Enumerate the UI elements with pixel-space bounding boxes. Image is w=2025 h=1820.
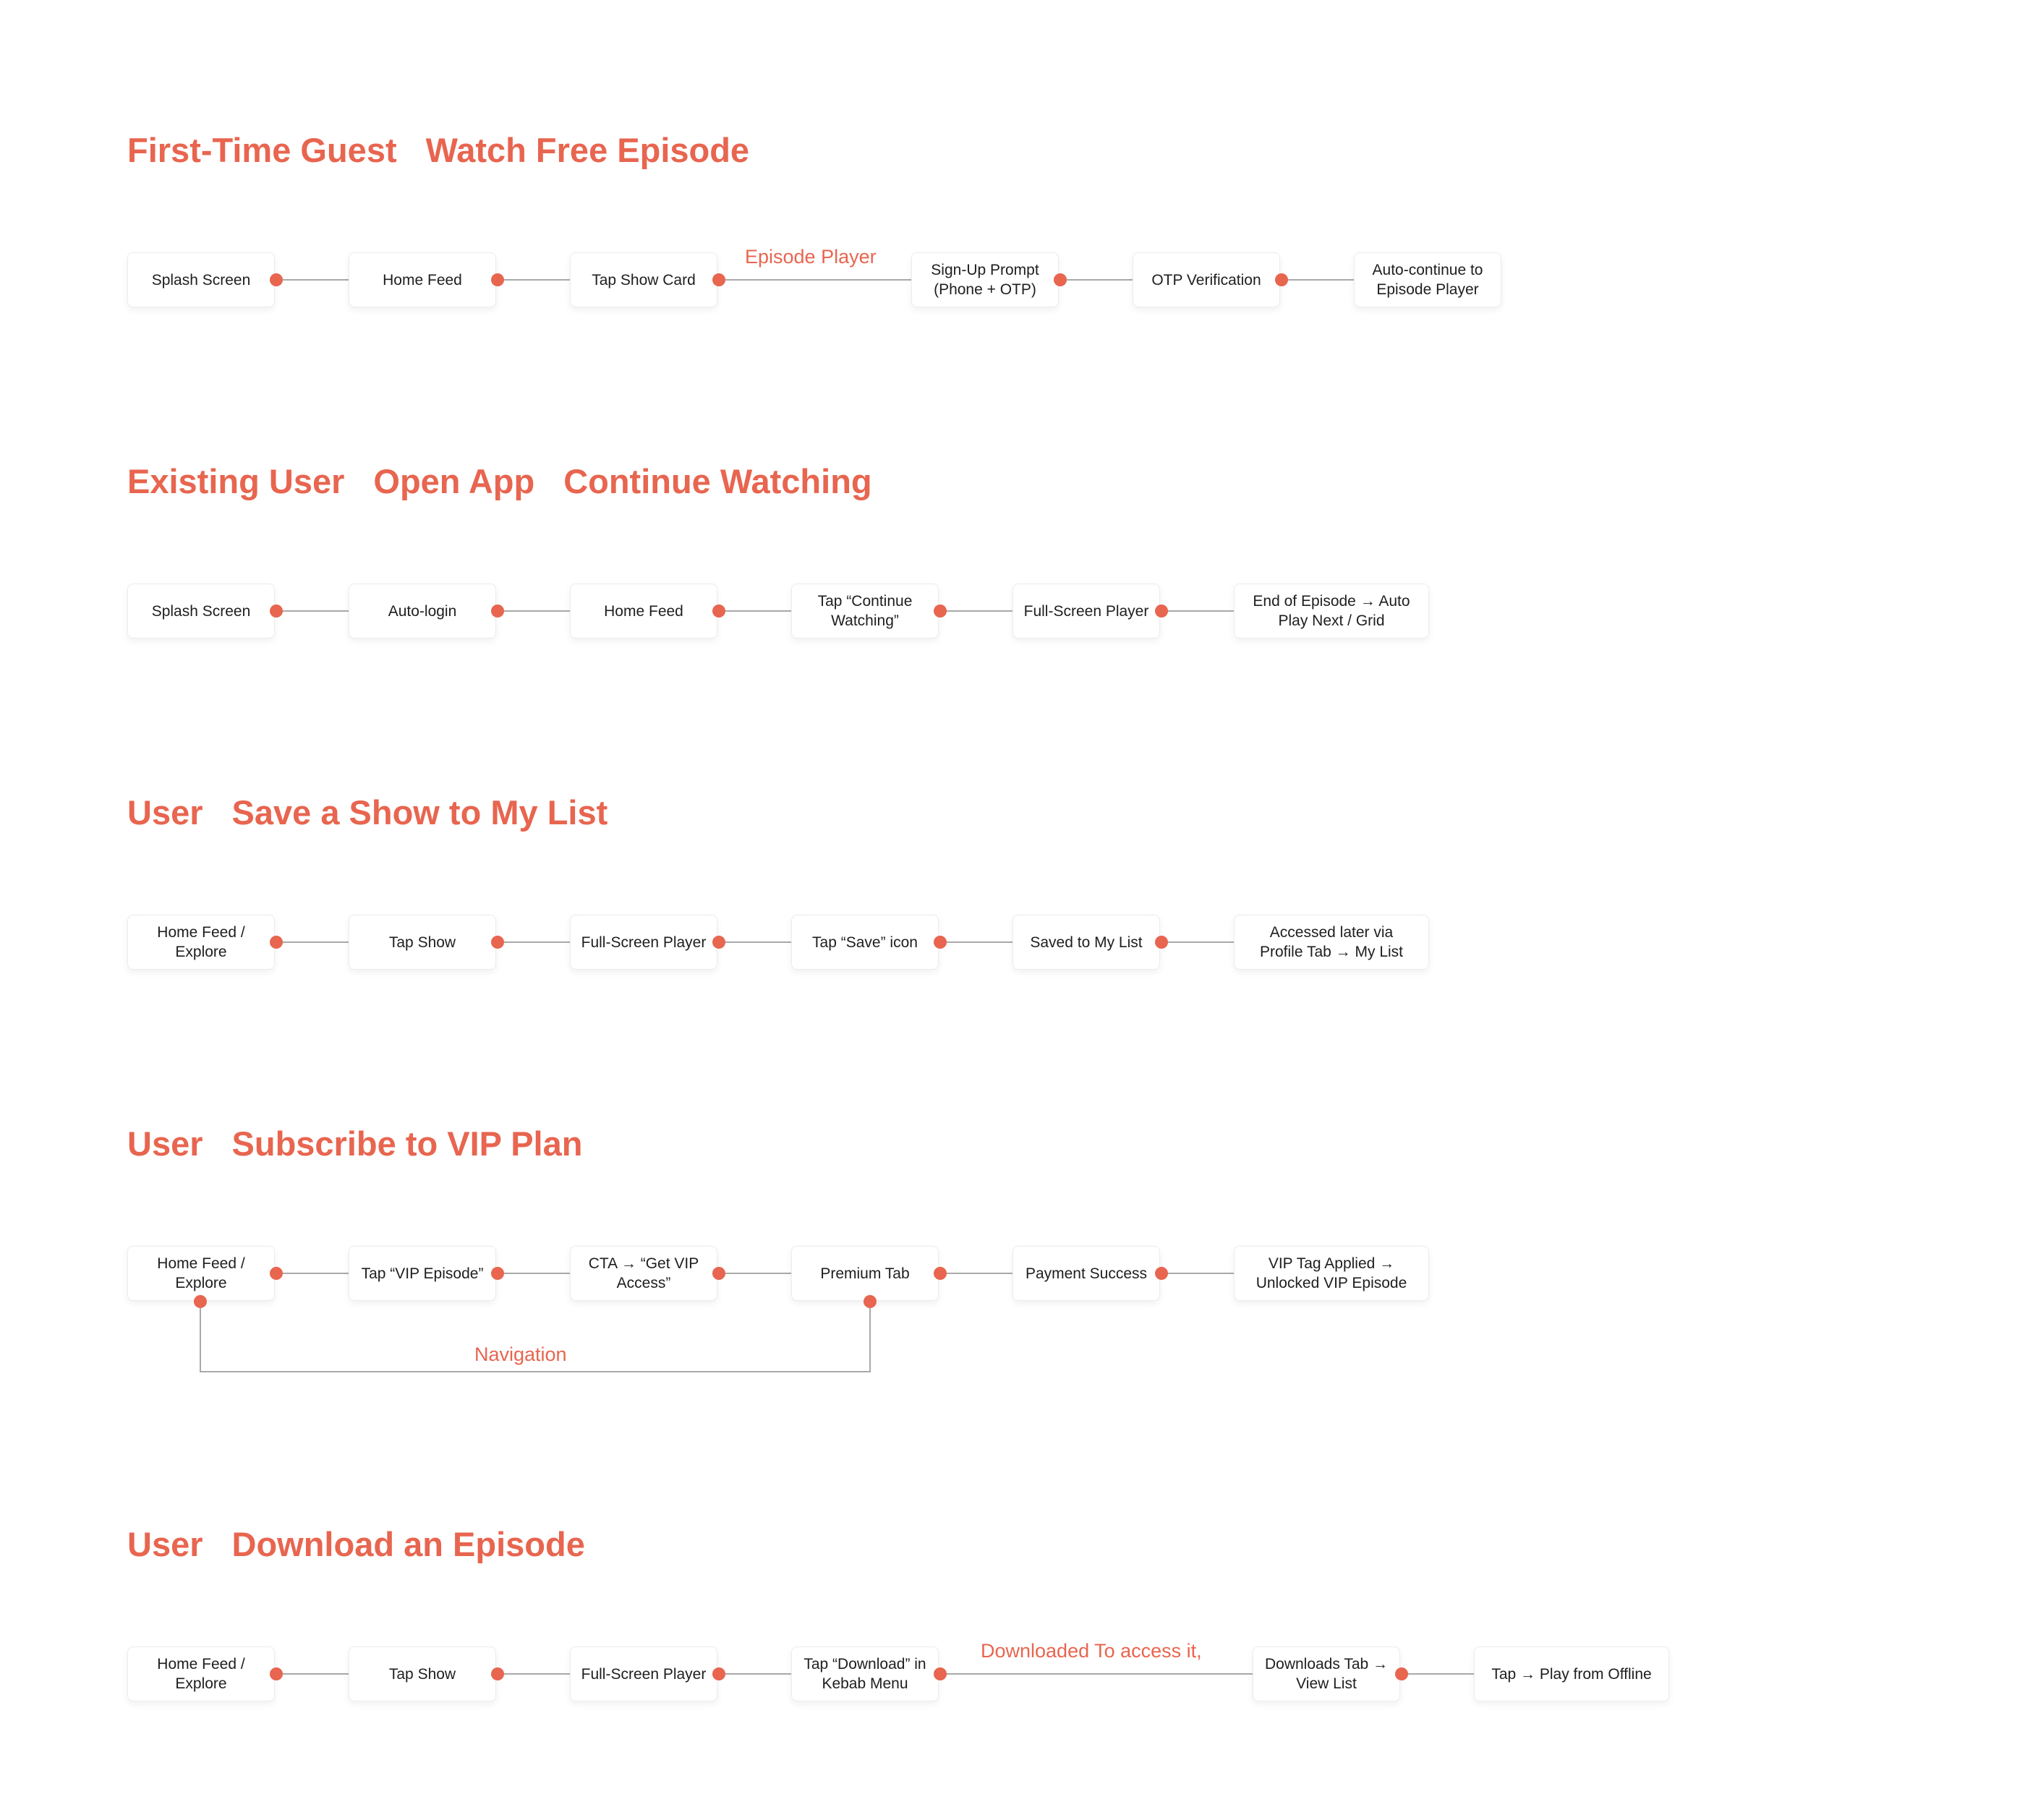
- flow-title-part: First-Time Guest: [127, 131, 397, 169]
- flow-node[interactable]: Full-Screen Player: [570, 1646, 717, 1701]
- flow-title: [127, 130, 778, 170]
- connector: [496, 941, 570, 943]
- flow-title-part: Download an Episode: [231, 1525, 585, 1563]
- connector: [275, 941, 349, 943]
- flow-node[interactable]: Sign-Up Prompt (Phone + OTP): [911, 252, 1059, 307]
- connector-dot: [712, 1267, 725, 1280]
- connector-dot: [934, 1267, 947, 1280]
- connector: [717, 941, 791, 943]
- flow-title: [127, 792, 636, 832]
- flow-node[interactable]: Auto-continue to Episode Player: [1354, 252, 1501, 307]
- connector-dot: [491, 1267, 504, 1280]
- flow-node[interactable]: Tap Show: [349, 1646, 496, 1701]
- flow-node[interactable]: Splash Screen: [127, 584, 275, 638]
- connector-dot: [194, 1295, 207, 1308]
- flow-title-part: Open App: [373, 462, 535, 500]
- connector: [1280, 279, 1354, 281]
- flow-node[interactable]: Tap “Download” in Kebab Menu: [791, 1646, 939, 1701]
- loop-line: [200, 1371, 871, 1372]
- connector-dot: [491, 936, 504, 949]
- flow-node[interactable]: Home Feed / Explore: [127, 1246, 275, 1301]
- connector: [275, 1673, 349, 1675]
- flow-node[interactable]: VIP Tag Applied → Unlocked VIP Episode: [1234, 1246, 1429, 1301]
- connector: [939, 1673, 1253, 1675]
- connector: [1160, 941, 1234, 943]
- connector-dot: [270, 1267, 283, 1280]
- connector: [275, 279, 349, 281]
- connector: [496, 279, 570, 281]
- connector: [939, 1273, 1012, 1274]
- flow-node[interactable]: Saved to My List: [1012, 915, 1160, 970]
- flow-node[interactable]: Tap Show: [349, 915, 496, 970]
- flow-node[interactable]: Splash Screen: [127, 252, 275, 307]
- connector-dot: [1155, 1267, 1168, 1280]
- connector-dot: [864, 1295, 877, 1308]
- flow-node[interactable]: Auto-login: [349, 584, 496, 638]
- loop-label: Navigation: [474, 1343, 567, 1365]
- connector-dot: [712, 273, 725, 286]
- edge-label: Downloaded To access it,: [981, 1640, 1202, 1662]
- connector-dot: [1054, 273, 1067, 286]
- flow-title-part: Subscribe to VIP Plan: [231, 1124, 583, 1163]
- flow-title: [127, 1124, 611, 1163]
- flow-node[interactable]: Downloads Tab → View List: [1253, 1646, 1400, 1701]
- flow-node[interactable]: Home Feed: [570, 584, 717, 638]
- connector-dot: [1275, 273, 1288, 286]
- loop-line: [200, 1302, 201, 1372]
- connector: [717, 1273, 791, 1274]
- flow-node[interactable]: Tap Show Card: [570, 252, 717, 307]
- connector-dot: [270, 1667, 283, 1680]
- connector-dot: [712, 604, 725, 618]
- connector-dot: [712, 1667, 725, 1680]
- connector-dot: [270, 936, 283, 949]
- flow-node[interactable]: Full-Screen Player: [570, 915, 717, 970]
- flow-node[interactable]: CTA → “Get VIP Access”: [570, 1246, 717, 1301]
- connector: [496, 610, 570, 612]
- flow-node[interactable]: Home Feed / Explore: [127, 915, 275, 970]
- loop-line: [869, 1302, 871, 1372]
- flow-node[interactable]: Payment Success: [1012, 1246, 1160, 1301]
- connector-dot: [270, 273, 283, 286]
- flow-title-part: User: [127, 1525, 203, 1563]
- flow-title-part: User: [127, 793, 203, 832]
- edge-label: Episode Player: [745, 246, 877, 268]
- flow-node[interactable]: Premium Tab: [791, 1246, 939, 1301]
- connector-dot: [270, 604, 283, 618]
- flow-node[interactable]: Home Feed: [349, 252, 496, 307]
- connector-dot: [491, 273, 504, 286]
- connector: [275, 1273, 349, 1274]
- connector-dot: [712, 936, 725, 949]
- connector-dot: [934, 936, 947, 949]
- connector-dot: [491, 604, 504, 618]
- connector: [275, 610, 349, 612]
- flow-node[interactable]: OTP Verification: [1133, 252, 1280, 307]
- flow-title-part: Save a Show to My List: [231, 793, 608, 832]
- flow-node[interactable]: Tap “Save” icon: [791, 915, 939, 970]
- connector-dot: [1155, 936, 1168, 949]
- flow-title-part: Existing User: [127, 462, 345, 500]
- flow-node[interactable]: Accessed later via Profile Tab → My List: [1234, 915, 1429, 970]
- connector: [717, 279, 911, 281]
- flow-node[interactable]: Tap “VIP Episode”: [349, 1246, 496, 1301]
- flow-node[interactable]: Tap → Play from Offline: [1474, 1646, 1669, 1701]
- connector: [717, 610, 791, 612]
- flow-title-part: Watch Free Episode: [425, 131, 750, 169]
- flow-node[interactable]: End of Episode → Auto Play Next / Grid: [1234, 584, 1429, 638]
- connector: [496, 1673, 570, 1675]
- connector: [1400, 1673, 1474, 1675]
- connector-dot: [934, 1667, 947, 1680]
- flow-node[interactable]: Full-Screen Player: [1012, 584, 1160, 638]
- connector-dot: [934, 604, 947, 618]
- connector-dot: [1395, 1667, 1408, 1680]
- flow-title: [127, 1524, 614, 1564]
- flow-title-part: User: [127, 1124, 203, 1163]
- connector-dot: [1155, 604, 1168, 618]
- flow-node[interactable]: Home Feed / Explore: [127, 1646, 275, 1701]
- flow-title: [127, 461, 901, 501]
- connector: [717, 1673, 791, 1675]
- connector: [939, 610, 1012, 612]
- connector: [496, 1273, 570, 1274]
- connector: [1160, 610, 1234, 612]
- flow-node[interactable]: Tap “Continue Watching”: [791, 584, 939, 638]
- flow-title-part: Continue Watching: [563, 462, 872, 500]
- connector: [939, 941, 1012, 943]
- connector-dot: [491, 1667, 504, 1680]
- connector: [1059, 279, 1133, 281]
- connector: [1160, 1273, 1234, 1274]
